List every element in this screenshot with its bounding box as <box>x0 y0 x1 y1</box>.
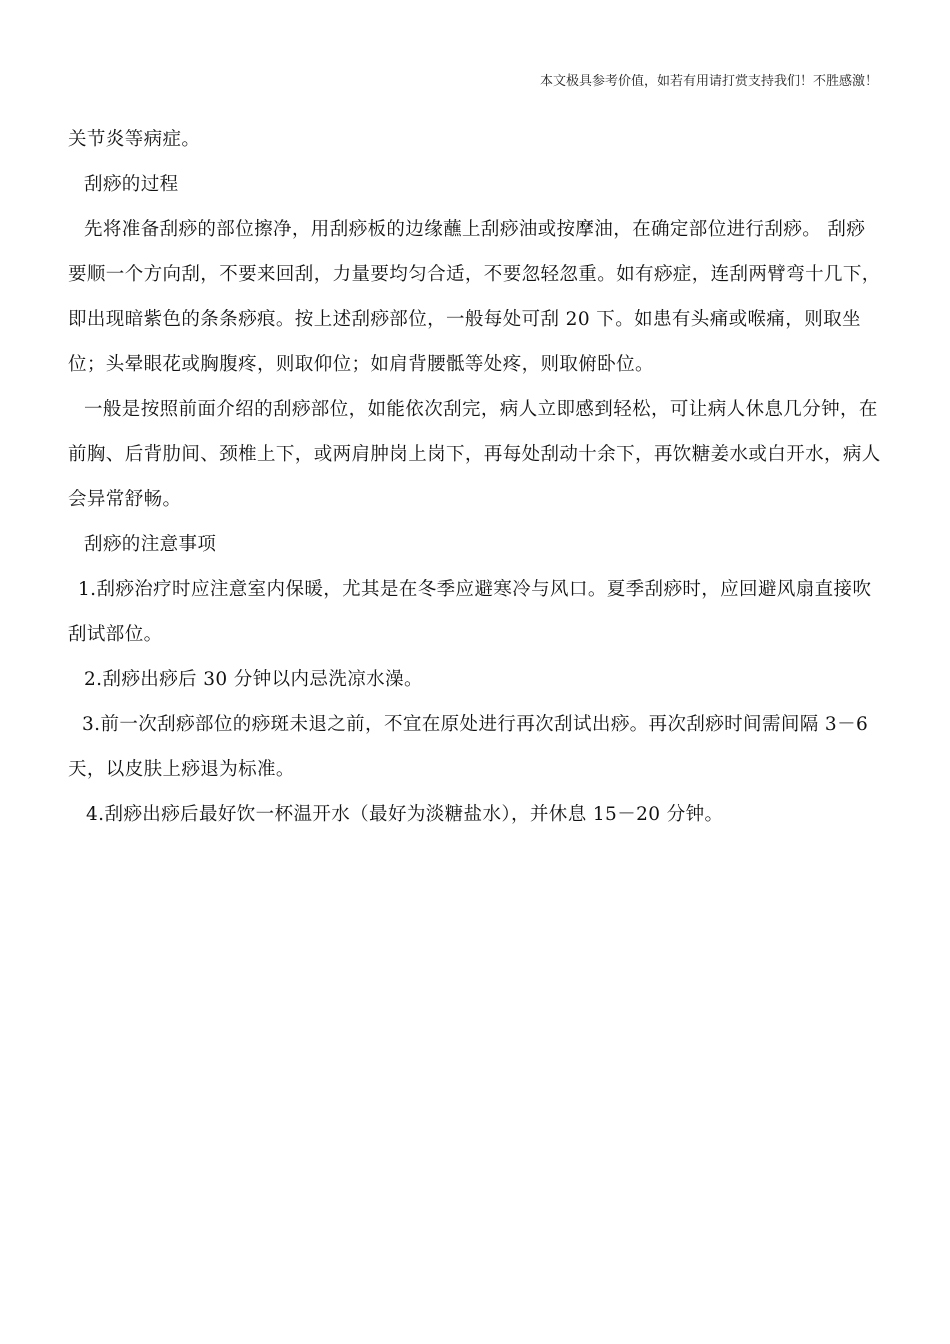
paragraph-followup: 一般是按照前面介绍的刮痧部位，如能依次刮完，病人立即感到轻松，可让病人休息几分钟，在前胸、后背肋间、颈椎上下，或两肩肿岗上岗下，再每处刮动十余下，再饮糖姜水或白开水，病人会异常舒畅。 <box>68 399 881 510</box>
section-heading-process: 刮痧的过程 <box>84 174 179 195</box>
document-body <box>68 117 883 837</box>
section-heading-notes: 刮痧的注意事项 <box>84 534 217 555</box>
header-note: 本文极具参考价值，如若有用请打赏支持我们！不胜感激！ <box>539 74 878 89</box>
note-item-3: 3.前一次刮痧部位的痧斑未退之前，不宜在原处进行再次刮试出痧。再次刮痧时间需间隔 3－6 天，以皮肤上痧退为标准。 <box>68 714 869 780</box>
note-item-1: 1.刮痧治疗时应注意室内保暖，尤其是在冬季应避寒冷与风口。夏季刮痧时，应回避风扇直接吹刮试部位。 <box>68 579 872 645</box>
paragraph-continuation: 关节炎等病症。 <box>68 129 201 150</box>
note-item-4: 4.刮痧出痧后最好饮一杯温开水（最好为淡糖盐水），并休息 15－20 分钟。 <box>86 804 724 825</box>
paragraph-process: 先将准备刮痧的部位擦净，用刮痧板的边缘蘸上刮痧油或按摩油，在确定部位进行刮痧。 刮痧要顺一个方向刮，不要来回刮，力量要均匀合适，不要忽轻忽重。如有痧症，连刮两臂弯十几下，即出现暗紫色的条条痧痕。按上述刮痧部位，一般每处可刮 20 下。如患有头痛或喉痛，则取坐位；头晕眼花或胸腹疼，则取仰位；如肩背腰骶等处疼，则取俯卧位。 <box>68 219 881 375</box>
note-item-2: 2.刮痧出痧后 30 分钟以内忌洗凉水澡。 <box>84 669 423 690</box>
